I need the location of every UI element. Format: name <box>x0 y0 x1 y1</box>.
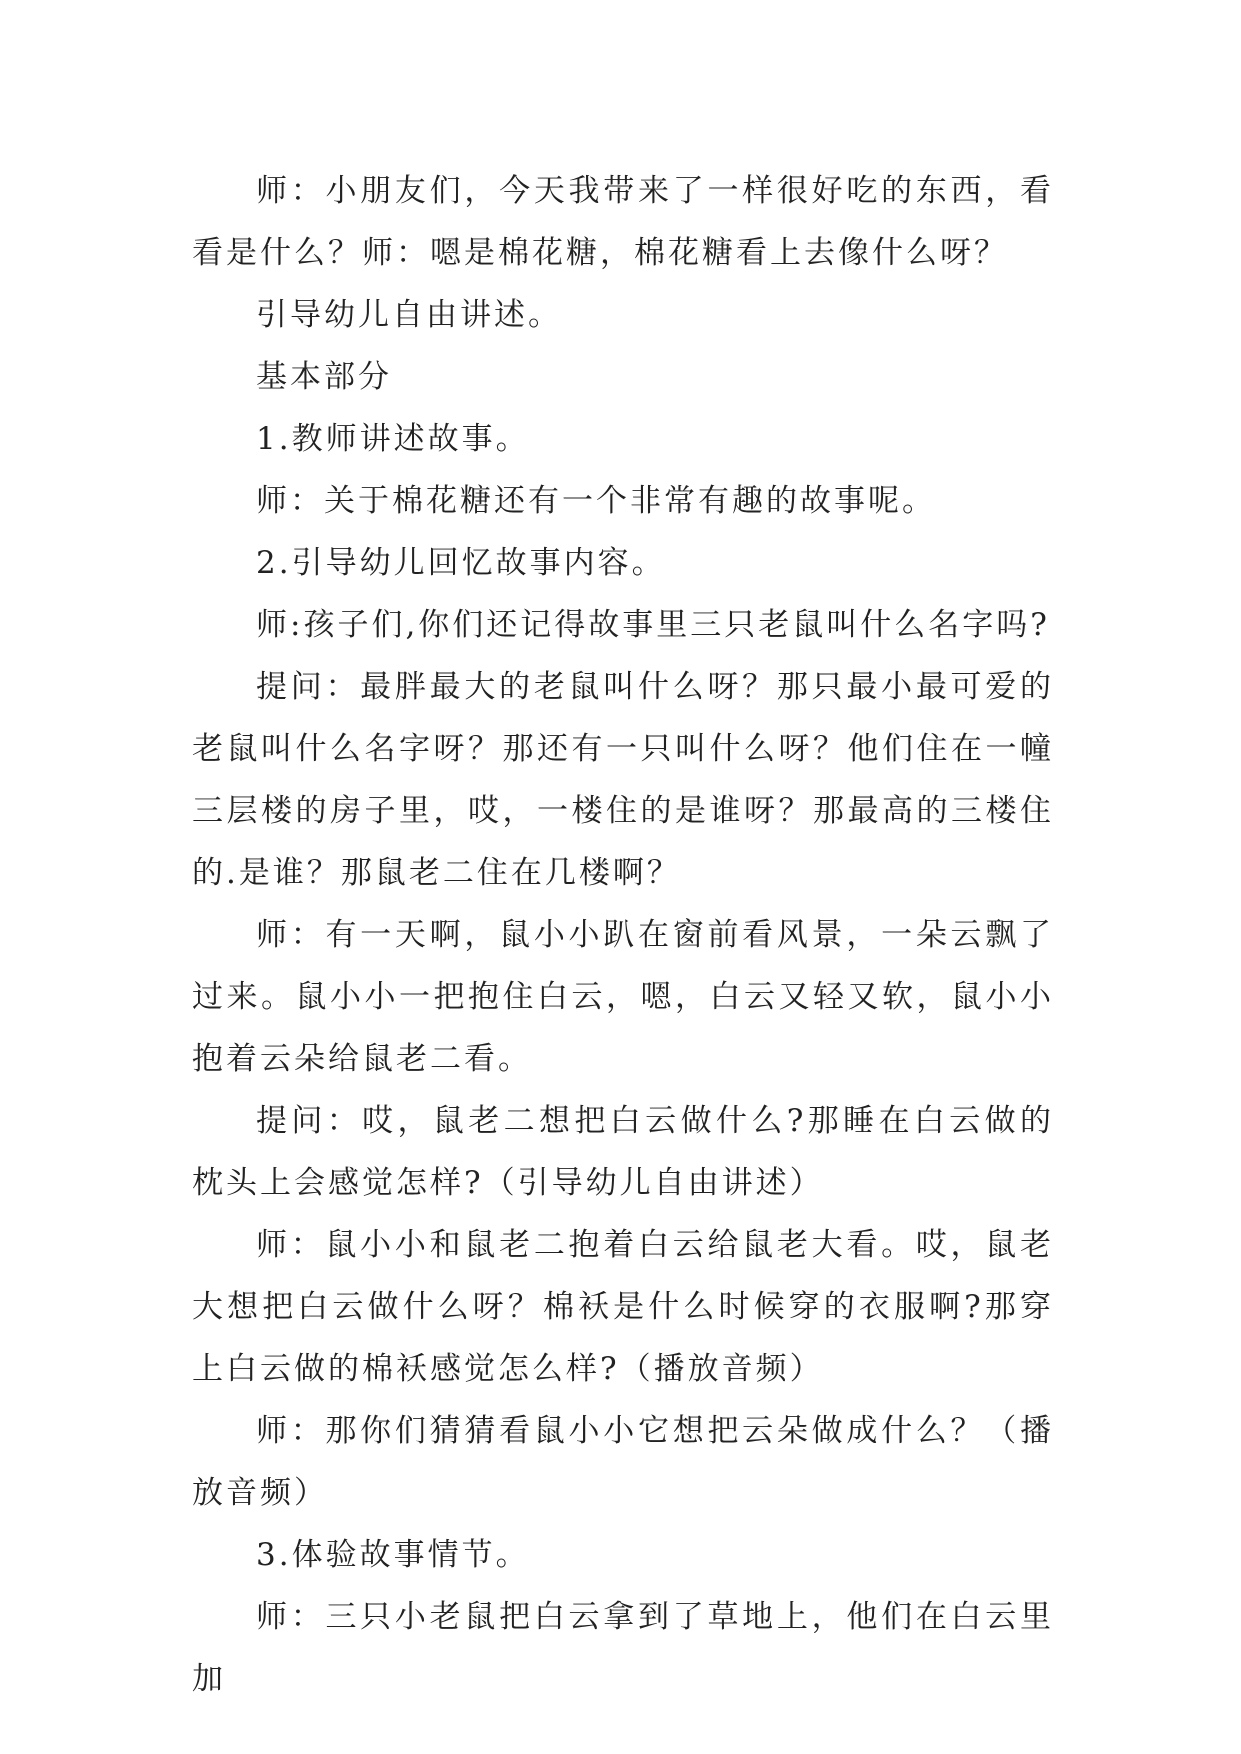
paragraph-intro-question: 师：小朋友们，今天我带来了一样很好吃的东西，看看是什么？师：嗯是棉花糖，棉花糖看上去像什么呀？ <box>192 173 1054 271</box>
paragraph-grassland: 师：三只小老鼠把白云拿到了草地上，他们在白云里加 <box>192 1599 1054 1697</box>
step-1-heading: 1.教师讲述故事。 <box>256 421 530 457</box>
paragraph-cotton-coat: 师：鼠小小和鼠老二抱着白云给鼠老大看。哎，鼠老大想把白云做什么呀？棉袄是什么时候穿的衣服啊?那穿上白云做的棉袄感觉怎么样?（播放音频） <box>192 1227 1054 1387</box>
paragraph-story-intro: 师：关于棉花糖还有一个非常有趣的故事呢。 <box>256 483 936 519</box>
paragraph-mouse-names-question: 师:孩子们,你们还记得故事里三只老鼠叫什么名字吗? <box>256 607 1050 643</box>
document-body <box>192 160 1054 1710</box>
paragraph-pillow-question: 提问：哎，鼠老二想把白云做什么?那睡在白云做的枕头上会感觉怎样?（引导幼儿自由讲述） <box>192 1103 1054 1201</box>
paragraph-questions-floors: 提问：最胖最大的老鼠叫什么呀？那只最小最可爱的老鼠叫什么名字呀？那还有一只叫什么呀？他们住在一幢三层楼的房子里，哎，一楼住的是谁呀？那最高的三楼住的.是谁？那鼠老二住在几楼啊？ <box>192 669 1054 891</box>
section-heading-basic-part: 基本部分 <box>256 359 392 395</box>
paragraph-guide-free-talk: 引导幼儿自由讲述。 <box>256 297 562 333</box>
step-3-heading: 3.体验故事情节。 <box>256 1537 530 1573</box>
step-2-heading: 2.引导幼儿回忆故事内容。 <box>256 545 666 581</box>
paragraph-cloud-arrives: 师：有一天啊，鼠小小趴在窗前看风景，一朵云飘了过来。鼠小小一把抱住白云，嗯，白云又轻又软，鼠小小抱着云朵给鼠老二看。 <box>192 917 1054 1077</box>
paragraph-guess-question: 师：那你们猜猜看鼠小小它想把云朵做成什么？（播放音频） <box>192 1413 1054 1511</box>
